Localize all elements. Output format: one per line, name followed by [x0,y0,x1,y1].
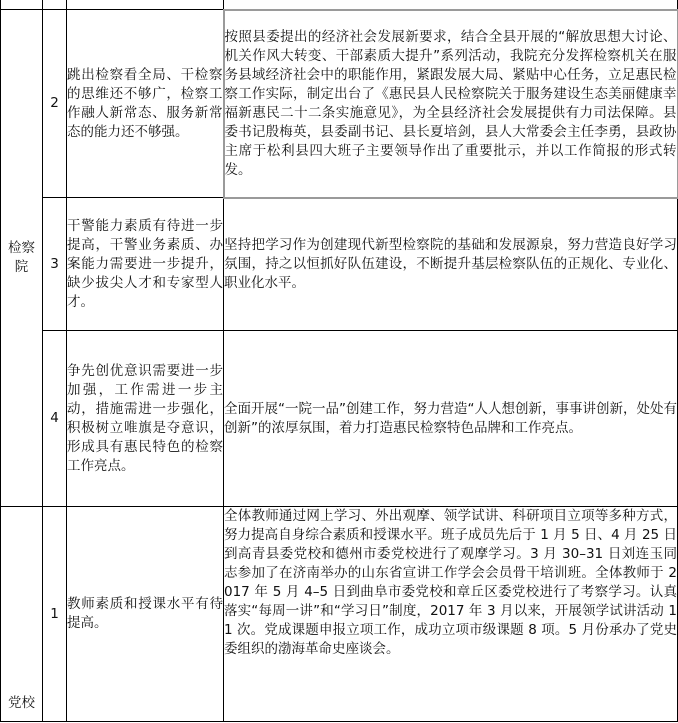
problem-cell: 争先创优意识需要进一步加强，工作需进一步主动，措施需进一步强化，积极树立唯旗是夺意识，形成具有惠民特色的检察工作亮点。 [67,331,224,507]
org-name: 党校 [8,695,35,711]
org-cell [1,507,43,722]
measure-cell [224,0,678,10]
row-number: 4 [43,331,67,507]
measure-cell: 全体教师通过网上学习、外出观摩、领学试讲、科研项目立项等多种方式，努力提高自身综合素质和授课水平。班子成员先后于 1 月 5 日、4 月 25 日到高青县委党校和德州市委党校进行了观摩学习。3 月 30–31 日刘连玉同志参加了在济南举办的山东省宣讲工作学会会员骨干培训班。全体教师于 2017 年 5 月 4–5 日到曲阜市委党校和章丘区委党校进行了考察学习。认真落实“每周一讲”和“学习日”制度，2017 年 3 月以来，开展领学试讲活动 11 次。党成课题申报立项工作，成功立项市级课题 8 项。5 月份承办了党史委组织的渤海革命史座谈会。 [224,507,678,722]
table-row [1,198,678,331]
row-number: 3 [43,198,67,331]
measure-cell: 按照县委提出的经济社会发展新要求，结合全县开展的“解放思想大讨论、机关作风大转变、干部素质大提升”系列活动，我院充分发挥检察机关在服务县域经济社会中的职能作用，紧跟发展大局、紧贴中心任务，立足惠民检察工作实际，制定出台了《惠民县人民检察院关于服务建设生态美丽健康幸福新惠民二十二条实施意见》，为全县经济社会发展提供有力司法保障。县委书记殷梅英，县委副书记、县长夏培剑，县人大常委会主任李勇，县政协主席于松利县四大班子主要领导作出了重要批示，并以工作简报的形式转发。 [224,10,678,198]
table-row [1,507,678,722]
row-number: 2 [43,10,67,198]
problem-cell: 跳出检察看全局、干检察的思维还不够广，检察工作融人新常态、服务新常态的能力还不够强。 [67,10,224,198]
table-row [1,10,678,198]
measure-cell: 全面开展“一院一品”创建工作，努力营造“人人想创新，事事讲创新，处处有创新”的浓厚氛围，着力打造惠民检察特色品牌和工作亮点。 [224,331,678,507]
problem-cell: 教师素质和授课水平有待提高。 [67,507,224,722]
row-number [43,0,67,10]
row-number: 1 [43,507,67,722]
problem-cell [67,0,224,10]
measure-cell: 坚持把学习作为创建现代新型检察院的基础和发展源泉，努力营造良好学习氛围，持之以恒抓好队伍建设，不断提升基层检察队伍的正规化、专业化、职业化水平。 [224,198,678,331]
org-name: 检察院 [8,240,35,275]
org-cell [1,0,43,10]
table-row [1,0,678,10]
org-cell [1,10,43,507]
table-row [1,331,678,507]
problem-cell: 干警能力素质有待进一步提高，干警业务素质、办案能力需要进一步提升，缺少拔尖人才和专家型人才。 [67,198,224,331]
